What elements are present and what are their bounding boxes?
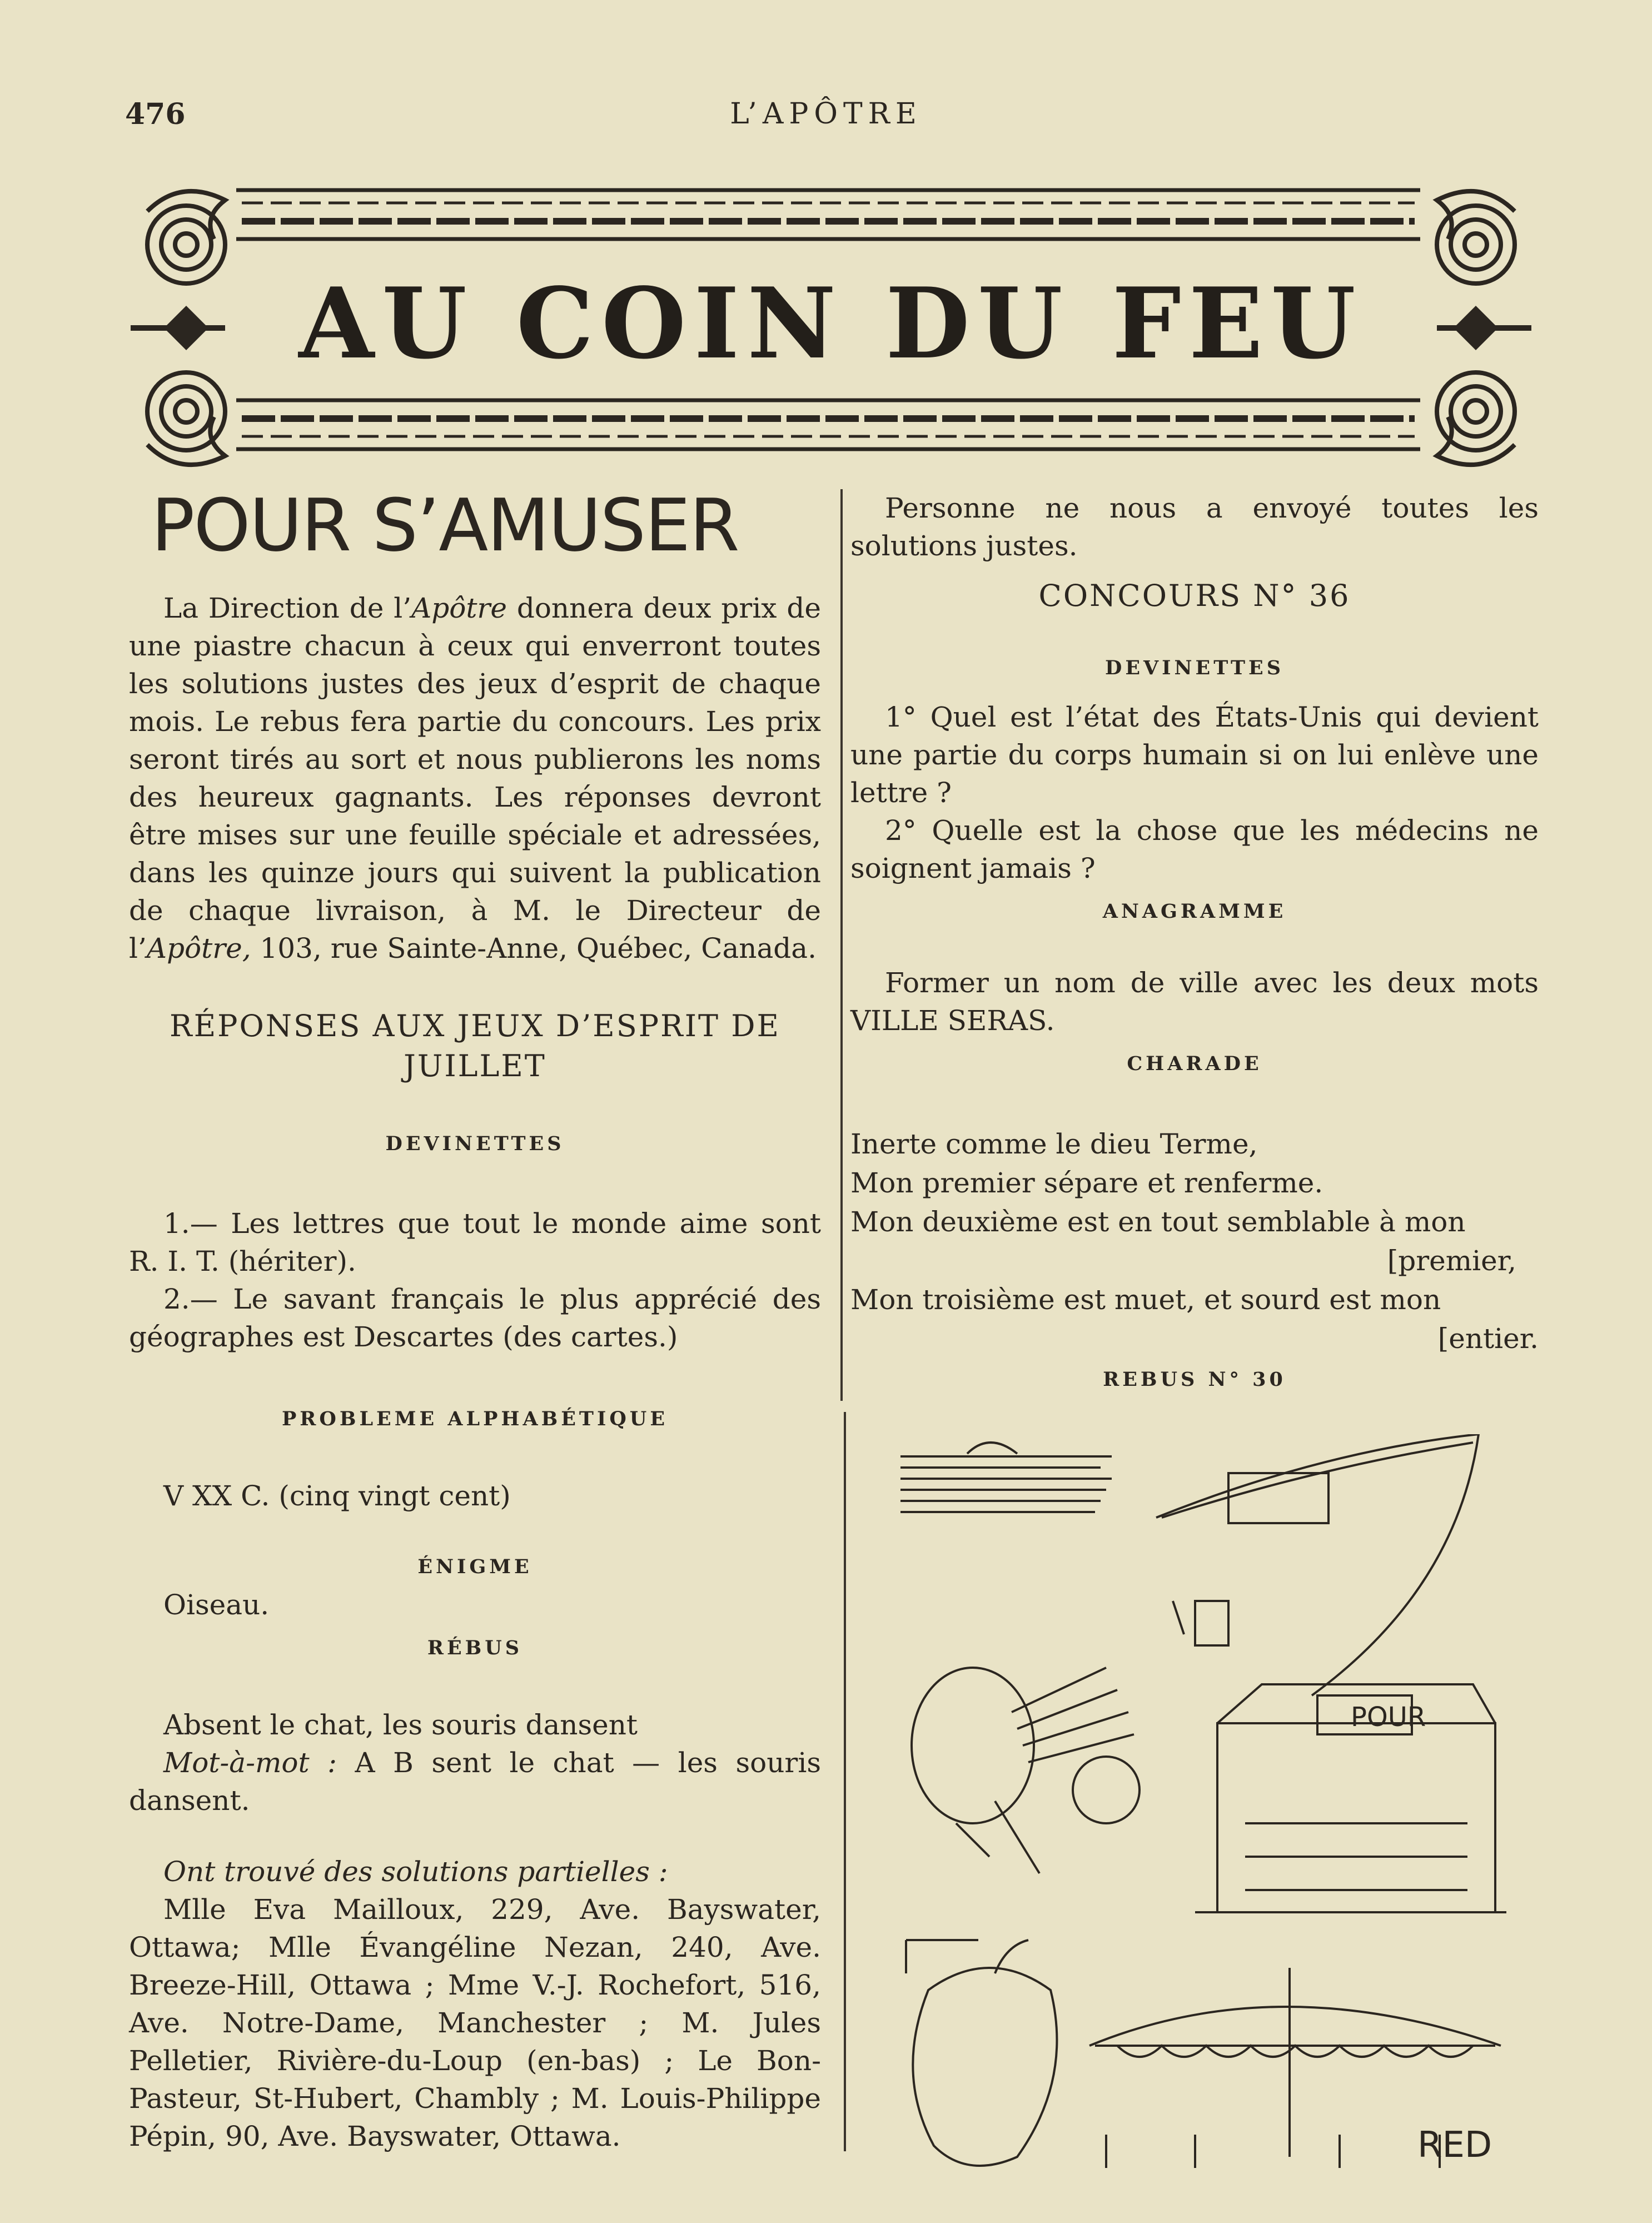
question-1: 1° Quel est l’état des États-Unis qui devient une partie du corps humain si on lui enlève une lettre ? (850, 701, 1539, 809)
charade-line: Mon premier sépare et renferme. (850, 1167, 1323, 1199)
intro-text-2: donnera deux prix de une piastre chacun à ceux qui enverront toutes les solutions justes des jeux d’esprit de chaque mois. Le rebus fera partie du concours. Les prix seront tirés au sort et nous publierons les noms des heureux gagnants. Les réponses devront être mises sur une feuille spéciale et adressées, dans les quinze jours qui suivent la publication de chaque livraison, à M. le Directeur de l’ (129, 592, 821, 964)
answers-title: RÉPONSES AUX JEUX D’ESPRIT DE JUILLET (170, 1008, 780, 1083)
right-column (850, 489, 1539, 1399)
rebus-sign-pour: POUR (1351, 1702, 1426, 1733)
fruit-scene (906, 1940, 1057, 2166)
column-divider-bottom (844, 1412, 846, 2151)
partial-list: Mlle Eva Mailloux, 229, Ave. Bayswater, Ottawa; Mlle Évangéline Nezan, 240, Ave. Breeze-Hill, Ottawa ; Mme V.-J. Rochefort, 516, Ave. Notre-Dame, Manchester ; M. Jules Pelletier, Rivière-du-Loup (en-bas) ; Le Bon-Pasteur, St-Hubert, Chambly ; M. Louis-Philippe Pépin, 90, Ave. Bayswater, Ottawa. (129, 1893, 821, 2152)
left-column (129, 484, 821, 2155)
charade-line: Mon deuxième est en tout semblable à mon (850, 1206, 1466, 1238)
partial-label (129, 1853, 821, 1891)
enigme-heading: ÉNIGME (417, 1555, 533, 1578)
charade-line: Inerte comme le dieu Terme, (850, 1128, 1258, 1160)
answer-1: 1.— Les lettres que tout le monde aime sont R. I. T. (hériter). (129, 1207, 821, 1277)
banner (125, 178, 1537, 478)
probleme-answer: V XX C. (cinq vingt cent) (163, 1480, 511, 1512)
intro-italic-2: Apôtre, (146, 932, 251, 964)
page-number: 476 (125, 97, 186, 131)
anagramme-heading: ANAGRAMME (1102, 900, 1287, 923)
devinettes-heading: DEVINETTES (385, 1132, 565, 1155)
nobody-paragraph: Personne ne nous a envoyé toutes les solutions justes. (850, 492, 1539, 562)
motamot-text: A B sent le chat — les souris dansent. (129, 1747, 821, 1817)
bundle-scene (912, 1668, 1140, 1873)
rebus-illustration (884, 1434, 1523, 2174)
anagramme-words: VILLE SERAS. (850, 1004, 1055, 1037)
question-2: 2° Quelle est la chose que les médecins ne soignent jamais ? (850, 814, 1539, 884)
scythe-scene (1156, 1434, 1479, 1695)
boat-scene (900, 1443, 1112, 1512)
column-divider-top (840, 489, 843, 1401)
rebus-answer: Absent le chat, les souris dansent (163, 1709, 638, 1741)
section-title: POUR S’AMUSER (151, 483, 739, 568)
devinettes-heading-right: DEVINETTES (1104, 657, 1285, 679)
intro-text-1: La Direction de l’ (163, 592, 412, 624)
journal-title: L’APÔTRE (730, 97, 922, 131)
anagramme-text: Former un nom de ville avec les deux mots (885, 967, 1539, 999)
intro-paragraph (129, 589, 821, 967)
anagramme-paragraph (850, 964, 1539, 1040)
motamot (129, 1744, 821, 1819)
rebus-30-heading: REBUS N° 30 (1103, 1368, 1286, 1391)
probleme-heading: PROBLEME ALPHABÉTIQUE (281, 1408, 669, 1430)
charade-heading: CHARADE (1127, 1052, 1262, 1075)
intro-text-3: 103, rue Sainte-Anne, Québec, Canada. (251, 932, 817, 964)
partial-label-text: Ont trouvé des solutions partielles : (163, 1856, 668, 1888)
rebus-heading: RÉBUS (427, 1637, 523, 1659)
motamot-label: Mot-à-mot : (163, 1747, 337, 1779)
answer-2: 2.— Le savant français le plus apprécié des géographes est Descartes (des cartes.) (129, 1283, 821, 1353)
charade-line: [entier. (1437, 1322, 1539, 1355)
concours-title: CONCOURS N° 36 (1038, 578, 1351, 613)
charade-line: Mon troisième est muet, et sourd est mon (850, 1284, 1441, 1316)
rebus-engraving (884, 1434, 1523, 2174)
enigme-answer: Oiseau. (163, 1589, 270, 1621)
running-head (125, 97, 1527, 142)
rebus-sign-red: RED (1417, 2125, 1492, 2166)
banner-title: AU COIN DU FEU (298, 267, 1364, 381)
charade-line: [premier, (1387, 1245, 1516, 1277)
intro-italic-1: Apôtre (411, 592, 507, 624)
